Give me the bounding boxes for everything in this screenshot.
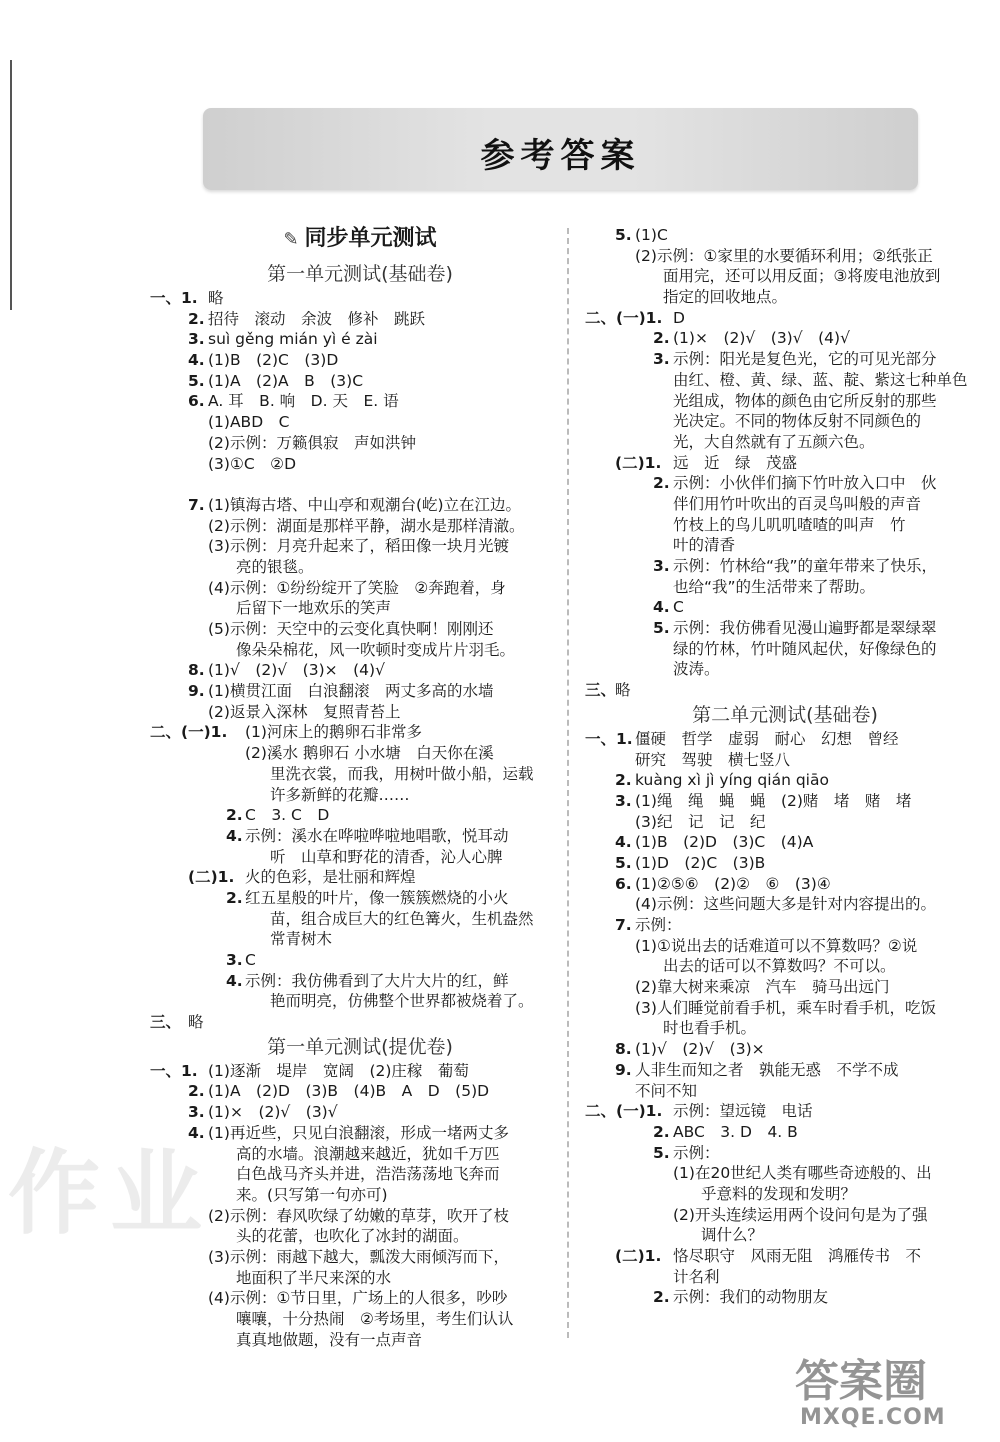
answer-text: A. 耳 B. 响 D. 天 E. 语 — [208, 392, 399, 411]
answer-text: 远 近 绿 茂盛 — [673, 453, 798, 472]
answer-text: (2)返景入深林 复照青苔上 — [208, 702, 401, 721]
answer-line — [150, 1081, 570, 1102]
answer-line — [585, 1018, 985, 1039]
answer-line — [150, 433, 570, 454]
answer-text: 示例：我仿佛看见漫山遍野都是翠绿翠 — [673, 619, 937, 638]
answer-text: 僵硬 哲学 虚弱 耐心 幻想 曾经 — [635, 729, 899, 748]
answer-line — [150, 350, 570, 371]
question-number: 7. — [615, 916, 632, 934]
answer-line — [150, 1226, 570, 1247]
answer-line — [585, 577, 985, 598]
question-number: (二)1. — [615, 453, 662, 472]
answer-line — [585, 894, 985, 915]
answer-text: 略 — [208, 289, 224, 307]
question-number: 2. — [615, 771, 632, 790]
answer-line — [150, 578, 570, 599]
answer-line — [150, 826, 570, 847]
answer-text: 略 — [615, 681, 631, 700]
answer-text: 后留下一地欢乐的笑声 — [236, 599, 392, 618]
answer-line — [150, 950, 570, 971]
answer-line — [585, 287, 985, 308]
question-number: 2. — [653, 1122, 670, 1141]
question-number: 2. — [653, 329, 670, 348]
answer-text: 常青树木 — [270, 930, 333, 949]
answer-line — [585, 1039, 985, 1060]
column-divider — [567, 228, 569, 1338]
answer-text: 嚷嚷，十分热闹 ②考场里，考生们认认 — [236, 1310, 514, 1328]
answer-text: 计名利 — [673, 1267, 720, 1286]
answer-line — [585, 1267, 985, 1288]
question-number: 2. — [188, 309, 205, 328]
question-number: 4. — [226, 826, 243, 845]
answer-text: 叶的清香 — [673, 536, 736, 555]
answer-text: 像朵朵棉花，风一吹顿时变成片片羽毛。 — [236, 640, 516, 659]
answer-text: 火的色彩，是壮丽和辉煌 — [245, 868, 416, 887]
answer-text: (3)①C ②D — [208, 454, 297, 473]
answer-line — [150, 805, 570, 826]
answer-text: 人非生而知之者 孰能无惑 不学不成 — [635, 1060, 899, 1079]
answer-line — [150, 329, 570, 350]
question-number: 8. — [188, 661, 205, 680]
question-number: 4. — [653, 598, 670, 617]
answer-text: 示例： — [635, 916, 682, 934]
question-number: 一、1. — [150, 289, 198, 307]
unit-test-title: 第一单元测试(提优卷) — [267, 1035, 453, 1058]
answer-text: 波涛。 — [673, 660, 720, 679]
answer-text: C — [673, 598, 684, 617]
question-number: 三、 — [150, 1013, 182, 1032]
section-heading — [150, 224, 570, 254]
answer-text: D — [673, 308, 685, 327]
answer-line — [150, 702, 570, 723]
answer-line — [585, 956, 985, 977]
answer-line — [150, 1144, 570, 1165]
answer-line — [585, 1122, 985, 1143]
answer-text: suì gěng mián yì é zài — [208, 330, 378, 349]
answer-line — [585, 391, 985, 412]
answer-text: 竹枝上的鸟儿叽叽喳喳的叫声 竹 — [673, 515, 906, 534]
question-number: 4. — [615, 833, 632, 852]
watermark-logo: 答案圈 — [795, 1356, 927, 1407]
answer-line — [150, 536, 570, 557]
question-number: 3. — [615, 791, 632, 810]
answer-text: (2)开头连续运用两个设问句是为了强 — [673, 1205, 928, 1224]
answer-text: 由红、橙、黄、绿、蓝、靛、紫这七种单色 — [673, 370, 968, 389]
answer-text: 听 山草和野花的清香，沁人心脾 — [270, 847, 503, 866]
answer-text: 亮的银毯。 — [236, 557, 314, 576]
answer-text: 也给“我”的生活带来了帮助。 — [673, 577, 876, 596]
question-number: 6. — [615, 874, 632, 893]
answer-text: 招待 滚动 余波 修补 跳跃 — [208, 309, 426, 328]
answer-line — [585, 729, 985, 750]
answer-line — [585, 225, 985, 246]
answer-line — [150, 847, 570, 868]
answer-text: (1)√ (2)√ (3)× (4)√ — [208, 661, 385, 680]
question-number: 2. — [653, 1288, 670, 1307]
answer-text: (1)ABD C — [208, 413, 290, 432]
answer-line — [585, 308, 985, 329]
page-title: 参考答案 — [480, 136, 641, 176]
answer-line — [150, 1123, 570, 1144]
answer-line — [585, 535, 985, 556]
answer-text: (2)示例：湖面是那样平静，湖水是那样清澈。 — [208, 516, 525, 535]
answer-text: (5)示例：天空中的云变化真快啊！刚刚还 — [208, 620, 494, 638]
answer-line — [585, 680, 985, 701]
answer-text: (1)× (2)√ (3)√ — [208, 1103, 338, 1122]
answer-line — [585, 832, 985, 853]
answer-line — [585, 1163, 985, 1184]
question-number: 9. — [188, 682, 205, 701]
answer-line — [585, 1101, 985, 1122]
answer-line — [150, 1061, 570, 1082]
answer-text: (1)在20世纪人类有哪些奇迹般的、出 — [673, 1164, 932, 1183]
answer-line — [585, 915, 985, 936]
answer-line — [150, 1268, 570, 1289]
answer-text: (1)绳 绳 蝇 蝇 (2)赌 堵 赌 堵 — [635, 791, 912, 810]
answer-text: (3)纪 记 记 纪 — [635, 812, 766, 831]
answer-line — [585, 411, 985, 432]
answer-text: 面用完，还可以用反面；③将废电池放到 — [663, 267, 941, 286]
answer-line — [150, 1309, 570, 1330]
answer-text: kuàng xì jì yíng qián qiāo — [635, 771, 829, 790]
answer-text: (3)示例：雨越下越大，瓢泼大雨倾泻而下， — [208, 1247, 509, 1266]
question-number: 3. — [188, 330, 205, 349]
answer-text: (2)示例：万籁俱寂 声如洪钟 — [208, 433, 416, 452]
answer-text: 光，大自然就有了五颜六色。 — [673, 432, 875, 451]
answer-text: 时也看手机。 — [663, 1019, 757, 1038]
answer-text: 示例：望远镜 电话 — [673, 1102, 813, 1121]
answer-text: 苗，组合成巨大的红色篝火，生机盎然 — [270, 909, 534, 928]
question-number: 5. — [653, 619, 670, 638]
answer-text: C 3. C D — [245, 806, 330, 825]
answer-line — [150, 660, 570, 681]
unit-test-title: 第一单元测试(基础卷) — [267, 263, 453, 285]
answer-line — [150, 1330, 570, 1351]
answer-text: (1)②⑤⑥ (2)② ⑥ (3)④ — [635, 874, 831, 893]
question-number: 5. — [615, 853, 632, 872]
answer-line — [585, 977, 985, 998]
answer-text: ABC 3. D 4. B — [673, 1122, 798, 1141]
answer-text: 乎意料的发现和发明？ — [701, 1184, 857, 1203]
question-number: 8. — [615, 1040, 632, 1059]
answer-text: (2)靠大树来乘凉 汽车 骑马出远门 — [635, 978, 890, 997]
question-number: 2. — [226, 888, 243, 907]
answer-line — [585, 515, 985, 536]
question-number: 4. — [226, 971, 243, 990]
answer-line — [585, 874, 985, 895]
answer-text: (1)河床上的鹅卵石非常多 — [245, 723, 422, 742]
answer-text: 示例：小伙伴们摘下竹叶放入口中 伙 — [673, 474, 937, 493]
answer-line — [585, 1184, 985, 1205]
answer-line — [150, 1012, 570, 1033]
answer-text: (1)C — [635, 226, 668, 244]
question-number: 3. — [226, 951, 243, 969]
answer-text: 真真地做题，没有一点声音 — [236, 1330, 423, 1349]
answer-text: (1)A (2)D (3)B (4)B A D (5)D — [208, 1082, 490, 1101]
question-number: 3. — [653, 557, 670, 575]
question-number: 5. — [615, 226, 632, 244]
answer-line — [150, 1247, 570, 1268]
answer-line — [150, 1102, 570, 1123]
question-number: 2. — [653, 474, 670, 493]
answer-text: (4)示例：①纷纷绽开了笑脸 ②奔跑着，身 — [208, 578, 506, 597]
answer-line — [585, 1060, 985, 1081]
answer-text: (3)人们睡觉前看手机，乘车时看手机，吃饭 — [635, 998, 936, 1017]
answer-text: 调什么？ — [701, 1226, 764, 1245]
answer-line — [585, 473, 985, 494]
answer-text: 高的水墙。浪潮越来越近，犹如千万匹 — [236, 1144, 500, 1163]
question-number: 6. — [188, 392, 205, 411]
answer-text: 许多新鲜的花瓣…… — [270, 785, 410, 804]
question-number: 7. — [188, 495, 205, 514]
answer-line — [585, 791, 985, 812]
answer-text: (1)√ (2)√ (3)× — [635, 1040, 765, 1059]
question-number: (二)1. — [615, 1247, 662, 1265]
answer-line — [585, 597, 985, 618]
answer-line — [585, 659, 985, 680]
answer-line — [150, 495, 570, 516]
answer-line — [150, 867, 570, 888]
question-number: 一、1. — [150, 1061, 198, 1080]
answer-line — [150, 1206, 570, 1227]
question-number: 2. — [226, 806, 243, 825]
question-number: 二、(一)1. — [585, 1102, 663, 1121]
question-number: 4. — [188, 1123, 205, 1142]
question-number: 3. — [188, 1103, 205, 1122]
answer-text: (4)示例：这些问题大多是针对内容提出的。 — [635, 895, 936, 914]
answer-text: (1)B (2)D (3)C (4)A — [635, 833, 814, 852]
answer-text: 示例：我仿佛看到了大片大片的红，鲜 — [245, 971, 509, 990]
question-number: 5. — [188, 371, 205, 390]
answer-text: 示例：阳光是复色光，它的可见光部分 — [673, 350, 937, 369]
watermark-url: MXQE.COM — [800, 1405, 946, 1430]
answer-text: 示例：溪水在哗啦哗啦地唱歌，悦耳动 — [245, 826, 509, 845]
binding-edge-line — [10, 60, 12, 310]
question-number: 二、(一)1. — [150, 723, 228, 742]
answer-text: C — [245, 951, 256, 969]
question-number: 三、 — [585, 681, 617, 700]
answer-line — [585, 266, 985, 287]
question-number: 3. — [653, 350, 670, 369]
answer-line — [585, 349, 985, 370]
answer-text: 示例： — [673, 1143, 720, 1162]
answer-line — [150, 474, 570, 495]
question-number: (二)1. — [188, 868, 235, 887]
answer-line — [150, 971, 570, 992]
answer-line — [150, 929, 570, 950]
answer-line — [585, 1287, 985, 1308]
answer-line — [150, 598, 570, 619]
answer-line — [585, 1143, 985, 1164]
answer-text: (1)A (2)A B (3)C — [208, 371, 364, 390]
answer-text: (4)示例：①节日里，广场上的人很多，吵吵 — [208, 1289, 508, 1308]
answer-text: 示例：竹林给“我”的童年带来了快乐， — [673, 557, 938, 575]
answer-line — [585, 494, 985, 515]
answer-line — [150, 785, 570, 806]
answer-line — [150, 1164, 570, 1185]
answer-line — [585, 370, 985, 391]
answer-line — [150, 1185, 570, 1206]
watermark-text: 作业 — [8, 1140, 213, 1247]
right-answer-column — [585, 225, 985, 1308]
answer-text: (1)D (2)C (3)B — [635, 853, 766, 872]
question-number: 一、1. — [585, 729, 633, 748]
answer-text: (1)镇海古塔、中山亭和观潮台(屹)立在江边。 — [208, 495, 522, 514]
answer-line — [150, 391, 570, 412]
answer-text: (2)示例：春风吹绿了幼嫩的草芽，吹开了枝 — [208, 1206, 509, 1225]
question-number: 二、(一)1. — [585, 308, 663, 327]
answer-text: 光决定。不同的物体反射不同颜色的 — [673, 412, 922, 431]
answer-line — [585, 1081, 985, 1102]
pencil-icon: ✎ — [283, 229, 299, 250]
answer-line — [150, 619, 570, 640]
question-number: 9. — [615, 1060, 632, 1079]
answer-line — [150, 888, 570, 909]
answer-line — [585, 1246, 985, 1267]
question-number: 2. — [188, 1082, 205, 1101]
answer-text: 略 — [188, 1013, 204, 1032]
answer-text: 红五星般的叶片，像一簇簇燃烧的小火 — [245, 888, 509, 907]
section-title: 同步单元测试 — [304, 226, 437, 251]
answer-line — [585, 432, 985, 453]
answer-line — [150, 454, 570, 475]
answer-line — [150, 557, 570, 578]
answer-text: (1)B (2)C (3)D — [208, 351, 339, 370]
answer-line — [150, 681, 570, 702]
answer-text: (1)再近些，只见白浪翻滚，形成一堵两丈多 — [208, 1123, 509, 1142]
answer-line — [585, 453, 985, 474]
answer-line — [150, 909, 570, 930]
answer-text: (2)示例：①家里的水要循环利用；②纸张正 — [635, 246, 933, 265]
question-number: 4. — [188, 351, 205, 370]
answer-text: 来。(只写第一句亦可) — [236, 1185, 388, 1204]
answer-line — [150, 722, 570, 743]
title-banner — [203, 108, 918, 190]
answer-line — [585, 853, 985, 874]
answer-line — [585, 812, 985, 833]
answer-text: (1)①说出去的话难道可以不算数吗？②说 — [635, 936, 918, 955]
answer-text: (1)横贯江面 白浪翻滚 两丈多高的水墙 — [208, 682, 494, 701]
answer-text: 指定的回收地点。 — [663, 288, 788, 307]
answer-text: 光组成，物体的颜色由它所反射的那些 — [673, 391, 937, 410]
answer-text: 白色战马齐头并进，浩浩荡荡地飞奔而 — [236, 1165, 500, 1184]
answer-line — [150, 288, 570, 309]
answer-line — [150, 412, 570, 433]
answer-line — [585, 618, 985, 639]
answer-line — [150, 1288, 570, 1309]
answer-line — [150, 309, 570, 330]
answer-text: 不问不知 — [635, 1081, 698, 1100]
answer-line — [150, 743, 570, 764]
answer-line — [585, 328, 985, 349]
answer-line — [150, 764, 570, 785]
answer-text: 出去的话可以不算数吗？不可以。 — [663, 957, 896, 976]
question-number: 5. — [653, 1143, 670, 1162]
answer-line — [585, 770, 985, 791]
answer-text: 研究 驾驶 横七竖八 — [635, 750, 791, 769]
answer-line — [585, 639, 985, 660]
answer-line — [585, 246, 985, 267]
answer-text: 恪尽职守 风雨无阻 鸿雁传书 不 — [673, 1247, 922, 1265]
answer-text: 绿的竹林，竹叶随风起伏，好像绿色的 — [673, 639, 937, 658]
answer-line — [150, 516, 570, 537]
answer-line — [585, 1225, 985, 1246]
answer-text: (1)逐渐 堤岸 宽阔 (2)庄稼 葡萄 — [208, 1061, 469, 1080]
answer-line — [585, 750, 985, 771]
answer-line — [150, 640, 570, 661]
answer-text: 里洗衣裳，而我，用树叶做小船，运载 — [270, 764, 534, 783]
answer-text: 示例：我们的动物朋友 — [673, 1288, 829, 1307]
answer-line — [150, 991, 570, 1012]
answer-line — [585, 556, 985, 577]
unit-test-title: 第二单元测试(基础卷) — [692, 703, 878, 726]
answer-line — [150, 371, 570, 392]
answer-line — [585, 1205, 985, 1226]
answer-line — [585, 936, 985, 957]
answer-text: (2)溪水 鹅卵石 小水塘 白天你在溪 — [245, 744, 494, 763]
answer-line — [585, 998, 985, 1019]
answer-text: 头的花蕾，也吹化了冰封的湖面。 — [236, 1227, 469, 1246]
answer-text: 地面积了半尺来深的水 — [236, 1268, 392, 1287]
answer-text: 艳而明亮，仿佛整个世界都被烧着了。 — [270, 992, 534, 1011]
answer-text: 伴们用竹叶吹出的百灵鸟叫般的声音 — [673, 494, 922, 513]
answer-text: (3)示例：月亮升起来了，稻田像一块月光镀 — [208, 537, 509, 556]
left-answer-column — [150, 222, 570, 1350]
answer-text: (1)× (2)√ (3)√ (4)√ — [673, 329, 850, 348]
